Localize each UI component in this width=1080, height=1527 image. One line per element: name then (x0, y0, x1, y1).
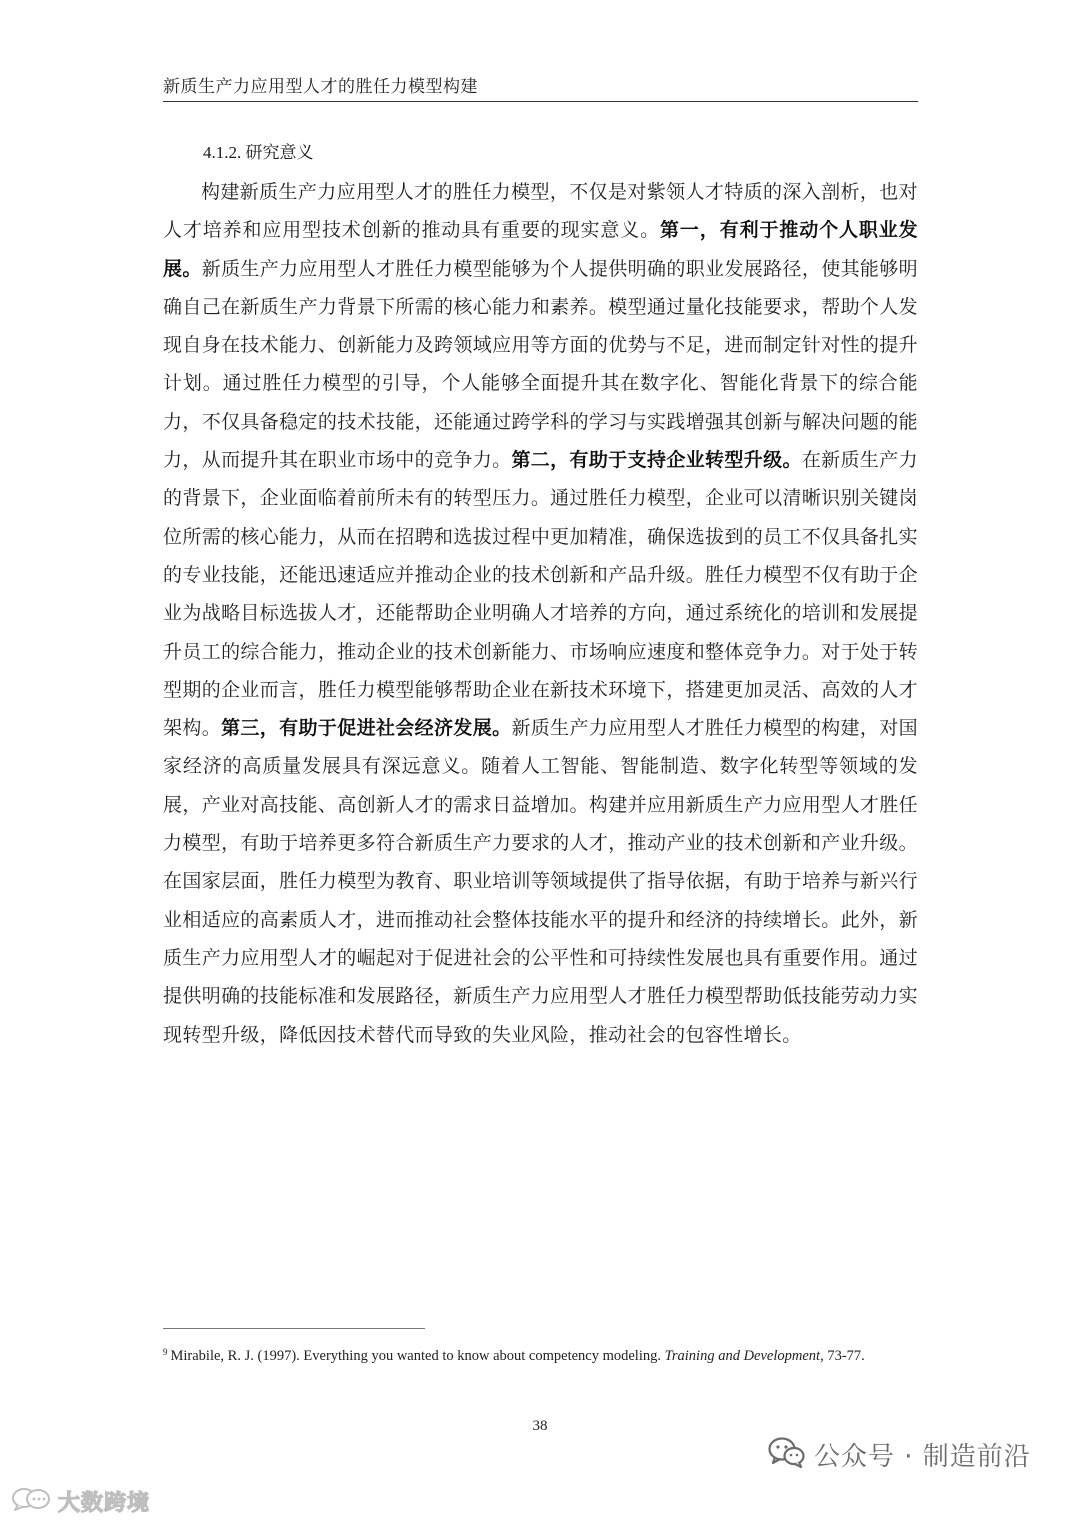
point-three-heading: 第三，有助于促进社会经济发展。 (221, 718, 512, 740)
chat-bubbles-icon (10, 1486, 52, 1517)
footnote-rule (163, 1328, 425, 1329)
body-paragraph (163, 174, 918, 1055)
body-text-intro: 构建新质生产力应用型人才的胜任力模型，不仅是对紫领人才特质的深入剖析，也对人才培养和应用型技术创新的推动具有重要的现实意义。 (163, 182, 918, 242)
watermark-brand-text: 大数跨境 (58, 1490, 151, 1516)
footnote-number: 9 (163, 1347, 168, 1357)
running-header: 新质生产力应用型人才的胜任力模型构建 (163, 77, 478, 96)
point-one-text: 新质生产力应用型人才胜任力模型能够为个人提供明确的职业发展路径，使其能够明确自己在新质生产力背景下所需的核心能力和素养。模型通过量化技能要求，帮助个人发现自身在技术能力、创新能力及跨领域应用等方面的优势与不足，进而制定针对性的提升计划。通过胜任力模型的引导，个人能够全面提升其在数字化、智能化背景下的综合能力，不仅具备稳定的技术技能，还能通过跨学科的学习与实践增强其创新与解决问题的能力，从而提升其在职业市场中的竞争力。 (163, 258, 918, 472)
footnote (163, 1338, 918, 1370)
page-number: 38 (532, 1418, 548, 1434)
watermark-wechat-text: 公众号 · 制造前沿 (814, 1441, 1031, 1472)
watermark-brand (10, 1486, 150, 1516)
point-two-heading: 第二，有助于支持企业转型升级。 (511, 450, 802, 472)
footnote-pages: , 73-77. (820, 1348, 865, 1364)
watermark-wechat (768, 1434, 1031, 1474)
header-rule (163, 101, 918, 102)
point-one-heading: 第一，有利于推动个人职业发展。 (163, 220, 918, 280)
footnote-journal: Training and Development (664, 1348, 821, 1364)
footnote-citation: Mirabile, R. J. (1997). Everything you wanted to know about competency modeling. (170, 1348, 665, 1364)
wechat-icon (768, 1436, 806, 1473)
section-heading: 4.1.2. 研究意义 (203, 143, 314, 162)
point-three-text: 新质生产力应用型人才胜任力模型的构建，对国家经济的高质量发展具有深远意义。随着人工智能、智能制造、数字化转型等领域的发展，产业对高技能、高创新人才的需求日益增加。构建并应用新质生产力应用型人才胜任力模型，有助于培养更多符合新质生产力要求的人才，推动产业的技术创新和产业升级。在国家层面，胜任力模型为教育、职业培训等领域提供了指导依据，有助于培养与新兴行业相适应的高素质人才，进而推动社会整体技能水平的提升和经济的持续增长。此外，新质生产力应用型人才的崛起对于促进社会的公平性和可持续性发展也具有重要作用。通过提供明确的技能标准和发展路径，新质生产力应用型人才胜任力模型帮助低技能劳动力实现转型升级，降低因技术替代而导致的失业风险，推动社会的包容性增长。 (163, 718, 918, 1046)
point-two-text: 在新质生产力的背景下，企业面临着前所未有的转型压力。通过胜任力模型，企业可以清晰识别关键岗位所需的核心能力，从而在招聘和选拔过程中更加精准，确保选拔到的员工不仅具备扎实的专业技能，还能迅速适应并推动企业的技术创新和产品升级。胜任力模型不仅有助于企业为战略目标选拔人才，还能帮助企业明确人才培养的方向，通过系统化的培训和发展提升员工的综合能力，推动企业的技术创新能力、市场响应速度和整体竞争力。对于处于转型期的企业而言，胜任力模型能够帮助企业在新技术环境下，搭建更加灵活、高效的人才架构。 (163, 450, 918, 740)
